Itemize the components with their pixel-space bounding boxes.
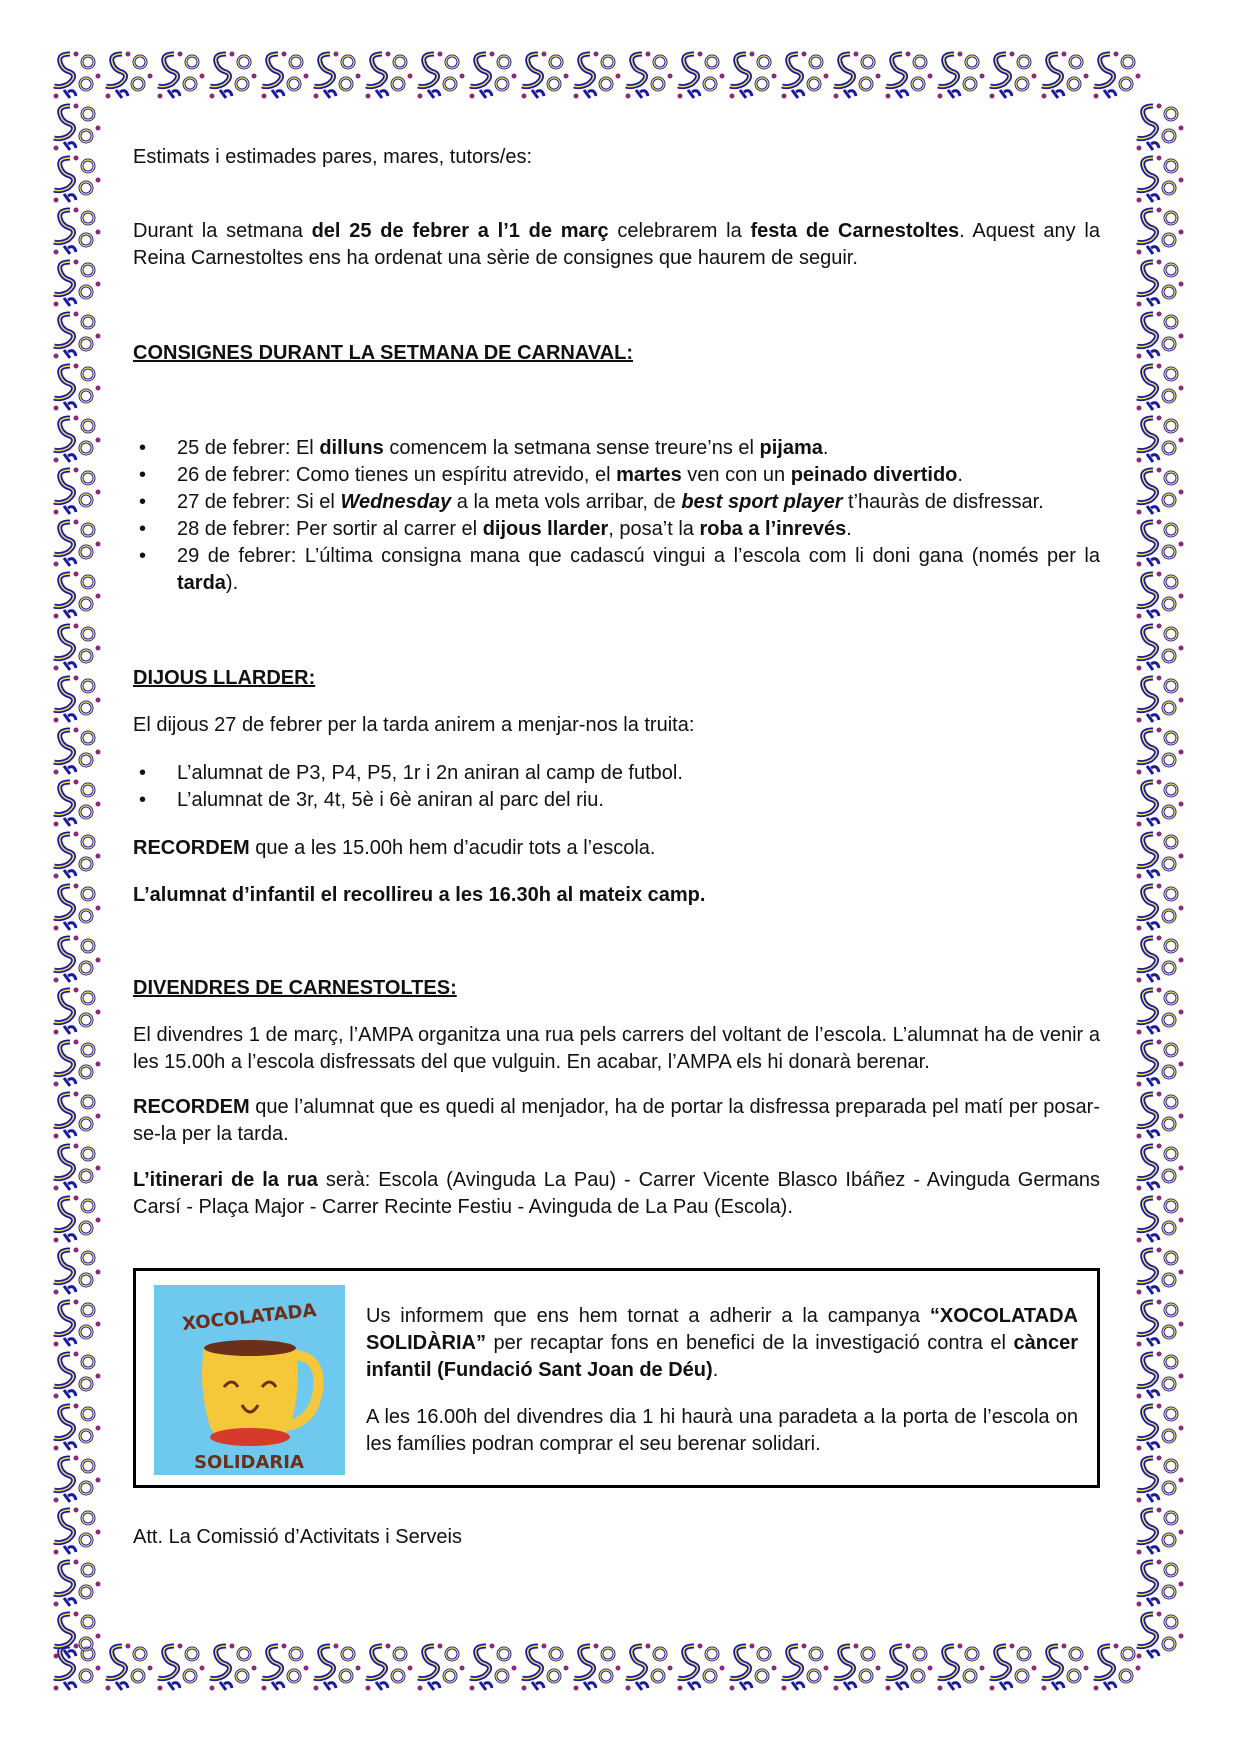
text-segment: best sport player <box>681 491 843 513</box>
confetti-icon <box>206 1642 258 1694</box>
confetti-icon <box>934 1642 986 1694</box>
confetti-icon <box>518 50 570 102</box>
signature: Att. La Comissió d’Activitats i Serveis <box>133 1526 462 1548</box>
text-segment: , posa’t la <box>608 518 700 540</box>
confetti-icon <box>466 50 518 102</box>
confetti-icon <box>1133 1194 1185 1246</box>
text-segment: Wednesday <box>340 491 452 513</box>
confetti-icon <box>50 50 102 102</box>
confetti-icon <box>50 1194 102 1246</box>
confetti-icon <box>934 50 986 102</box>
confetti-icon <box>1133 778 1185 830</box>
consignes-list <box>133 435 1100 597</box>
confetti-icon <box>50 1454 102 1506</box>
text-segment: L’alumnat de 3r, 4t, 5è i 6è aniran al parc del riu. <box>177 789 604 811</box>
text-segment: roba a l’inrevés <box>699 518 847 540</box>
text-segment: del 25 de febrer a l’1 de març <box>311 220 609 242</box>
confetti-icon <box>830 1642 882 1694</box>
confetti-icon <box>50 778 102 830</box>
confetti-icon <box>50 154 102 206</box>
text-segment: 25 de febrer: El <box>177 437 320 459</box>
confetti-icon <box>50 570 102 622</box>
confetti-icon <box>154 1642 206 1694</box>
confetti-icon <box>986 1642 1038 1694</box>
dijous-intro: El dijous 27 de febrer per la tarda anirem a menjar-nos la truita: <box>133 714 695 736</box>
confetti-icon <box>1133 1038 1185 1090</box>
confetti-icon <box>1133 674 1185 726</box>
confetti-icon <box>258 1642 310 1694</box>
xocolatada-text <box>366 1303 1078 1458</box>
confetti-icon <box>414 50 466 102</box>
confetti-icon <box>50 1610 102 1662</box>
confetti-icon <box>50 206 102 258</box>
text-segment: 26 de febrer: Como tienes un espíritu atrevido, el <box>177 464 617 486</box>
confetti-icon <box>50 1506 102 1558</box>
confetti-icon <box>102 50 154 102</box>
confetti-icon <box>1133 310 1185 362</box>
dijous-infantil: L’alumnat d’infantil el recollireu a les 16.30h al mateix camp. <box>133 884 706 906</box>
divendres-itinerari <box>133 1167 1100 1221</box>
confetti-icon <box>50 1246 102 1298</box>
text-segment: A les 16.00h del divendres dia 1 hi haurà una paradeta a la porta de l’escola on les famílies podran comprar el seu berenar solidari. <box>366 1406 1078 1455</box>
confetti-icon <box>1133 1454 1185 1506</box>
confetti-icon <box>50 934 102 986</box>
text-segment: L’itinerari de la rua <box>133 1169 318 1191</box>
xocolatada-box <box>133 1268 1100 1488</box>
text-segment: El divendres 1 de març, l’AMPA organitza una rua pels carrers del voltant de l’escola. L’alumnat ha de venir a les 15.00h a l’escola disfressats del que vulguin. En acabar, l’AMPA els hi donarà berenar. <box>133 1024 1100 1073</box>
confetti-icon <box>726 1642 778 1694</box>
divendres-paragraph-2 <box>133 1094 1100 1148</box>
xocolatada-logo <box>154 1285 345 1475</box>
confetti-icon <box>1133 1558 1185 1610</box>
confetti-icon <box>1133 206 1185 258</box>
text-segment: 29 de febrer: L’última consigna mana que cadascú vingui a l’escola com li doni gana (només per la <box>177 545 1100 567</box>
list-item <box>133 462 1100 489</box>
confetti-icon <box>1133 1506 1185 1558</box>
confetti-icon <box>1133 934 1185 986</box>
confetti-icon <box>50 1038 102 1090</box>
confetti-icon <box>466 1642 518 1694</box>
confetti-icon <box>50 310 102 362</box>
confetti-icon <box>362 1642 414 1694</box>
text-segment: t’hauràs de disfressar. <box>842 491 1044 513</box>
confetti-icon <box>1133 1350 1185 1402</box>
text-segment: comencem la setmana sense treure’ns el <box>383 437 760 459</box>
text-segment: tarda <box>177 572 226 594</box>
list-item <box>133 489 1100 516</box>
text-segment: RECORDEM <box>133 1096 250 1118</box>
confetti-icon <box>882 50 934 102</box>
confetti-icon <box>50 986 102 1038</box>
confetti-icon <box>1133 362 1185 414</box>
confetti-icon <box>778 50 830 102</box>
list-item <box>133 516 1100 543</box>
logo-top-text: XOCOLATADA <box>181 1300 318 1335</box>
confetti-icon <box>1038 1642 1090 1694</box>
dijous-heading: DIJOUS LLARDER: <box>133 667 316 689</box>
confetti-icon <box>1133 1298 1185 1350</box>
confetti-icon <box>674 50 726 102</box>
dijous-list <box>133 760 1100 814</box>
confetti-icon <box>1133 518 1185 570</box>
text-segment: celebrarem la <box>608 220 751 242</box>
text-segment: ven con un <box>681 464 791 486</box>
confetti-icon <box>1133 102 1185 154</box>
list-item <box>133 760 1100 787</box>
confetti-icon <box>1133 1142 1185 1194</box>
confetti-icon <box>50 362 102 414</box>
confetti-icon <box>50 830 102 882</box>
confetti-icon <box>50 1558 102 1610</box>
confetti-icon <box>830 50 882 102</box>
confetti-icon <box>1133 1090 1185 1142</box>
xocolatada-paragraph-1 <box>366 1303 1078 1384</box>
text-segment: . <box>712 1359 719 1381</box>
confetti-icon <box>1133 1246 1185 1298</box>
list-item <box>133 435 1100 462</box>
confetti-icon <box>50 674 102 726</box>
text-segment: . <box>846 518 852 540</box>
confetti-icon <box>674 1642 726 1694</box>
confetti-icon <box>362 50 414 102</box>
text-segment: a la meta vols arribar, de <box>451 491 682 513</box>
confetti-icon <box>1133 830 1185 882</box>
confetti-icon <box>986 50 1038 102</box>
confetti-icon <box>50 414 102 466</box>
confetti-icon <box>1090 50 1142 102</box>
confetti-icon <box>50 518 102 570</box>
confetti-icon <box>1133 1402 1185 1454</box>
letter-body <box>133 144 1100 1551</box>
confetti-icon <box>1133 258 1185 310</box>
confetti-icon <box>518 1642 570 1694</box>
confetti-icon <box>1038 50 1090 102</box>
text-segment: ). <box>225 572 239 594</box>
text-segment: festa de Carnestoltes <box>750 220 960 242</box>
text-segment: peinado divertido <box>790 464 958 486</box>
confetti-icon <box>1133 154 1185 206</box>
confetti-icon <box>1133 882 1185 934</box>
text-segment: Us informem que ens hem tornat a adherir a la campanya <box>366 1305 930 1327</box>
confetti-icon <box>570 50 622 102</box>
confetti-icon <box>154 50 206 102</box>
confetti-icon <box>1133 1610 1185 1662</box>
confetti-icon <box>1133 570 1185 622</box>
text-segment: dijous llarder <box>482 518 609 540</box>
confetti-icon <box>1133 622 1185 674</box>
confetti-icon <box>310 1642 362 1694</box>
confetti-icon <box>778 1642 830 1694</box>
divendres-paragraph-1 <box>133 1022 1100 1076</box>
confetti-icon <box>50 726 102 778</box>
confetti-icon <box>1133 726 1185 778</box>
consignes-heading: CONSIGNES DURANT LA SETMANA DE CARNAVAL: <box>133 342 633 364</box>
confetti-icon <box>414 1642 466 1694</box>
confetti-icon <box>50 1090 102 1142</box>
confetti-icon <box>1133 466 1185 518</box>
confetti-icon <box>50 1402 102 1454</box>
text-segment: RECORDEM <box>133 837 250 859</box>
confetti-icon <box>50 1298 102 1350</box>
text-segment: serà: Escola (Avinguda La Pau) - Carrer Vicente Blasco Ibáñez - Avinguda Germans Carsí - Plaça Major - Carrer Recinte Festiu - Avinguda de La Pau (Escola). <box>133 1169 1101 1218</box>
list-item <box>133 787 1100 814</box>
confetti-icon <box>50 1142 102 1194</box>
dijous-recordem <box>133 835 1100 862</box>
text-segment: Durant la setmana <box>133 220 312 242</box>
text-segment: L’alumnat de P3, P4, P5, 1r i 2n aniran al camp de futbol. <box>177 762 683 784</box>
confetti-icon <box>726 50 778 102</box>
text-segment: càncer infantil (Fundació Sant Joan de Déu) <box>366 1332 1078 1381</box>
confetti-icon <box>258 50 310 102</box>
mug-icon <box>154 1285 345 1475</box>
confetti-icon <box>622 50 674 102</box>
confetti-icon <box>50 102 102 154</box>
confetti-icon <box>310 50 362 102</box>
text-segment: “XOCOLATADA SOLIDÀRIA” <box>366 1305 1078 1354</box>
confetti-icon <box>50 882 102 934</box>
text-segment: per recaptar fons en benefici de la investigació contra el <box>486 1332 1014 1354</box>
text-segment: 28 de febrer: Per sortir al carrer el <box>177 518 483 540</box>
confetti-icon <box>1133 414 1185 466</box>
logo-bottom-text: SOLIDARIA <box>194 1452 304 1473</box>
text-segment: . Aquest any la Reina Carnestoltes ens ha ordenat una sèrie de consignes que haurem de seguir. <box>133 220 1100 269</box>
greeting: Estimats i estimades pares, mares, tutors/es: <box>133 146 533 168</box>
confetti-icon <box>882 1642 934 1694</box>
confetti-icon <box>570 1642 622 1694</box>
divendres-heading: DIVENDRES DE CARNESTOLTES: <box>133 977 457 999</box>
confetti-icon <box>102 1642 154 1694</box>
confetti-icon <box>50 258 102 310</box>
confetti-icon <box>206 50 258 102</box>
text-segment: . <box>822 437 829 459</box>
confetti-icon <box>1133 986 1185 1038</box>
text-segment: . <box>957 464 963 486</box>
text-segment: que a les 15.00h hem d’acudir tots a l’escola. <box>249 837 656 859</box>
text-segment: que l’alumnat que es quedi al menjador, ha de portar la disfressa preparada pel matí per posar-se-la per la tarda. <box>133 1096 1100 1145</box>
list-item <box>133 543 1100 597</box>
xocolatada-paragraph-2 <box>366 1404 1078 1458</box>
confetti-icon <box>50 1350 102 1402</box>
confetti-icon <box>50 622 102 674</box>
text-segment: pijama <box>759 437 823 459</box>
confetti-icon <box>50 466 102 518</box>
text-segment: martes <box>616 464 682 486</box>
text-segment: dilluns <box>319 437 384 459</box>
confetti-icon <box>622 1642 674 1694</box>
text-segment: 27 de febrer: Si el <box>177 491 341 513</box>
intro-paragraph <box>133 218 1100 272</box>
